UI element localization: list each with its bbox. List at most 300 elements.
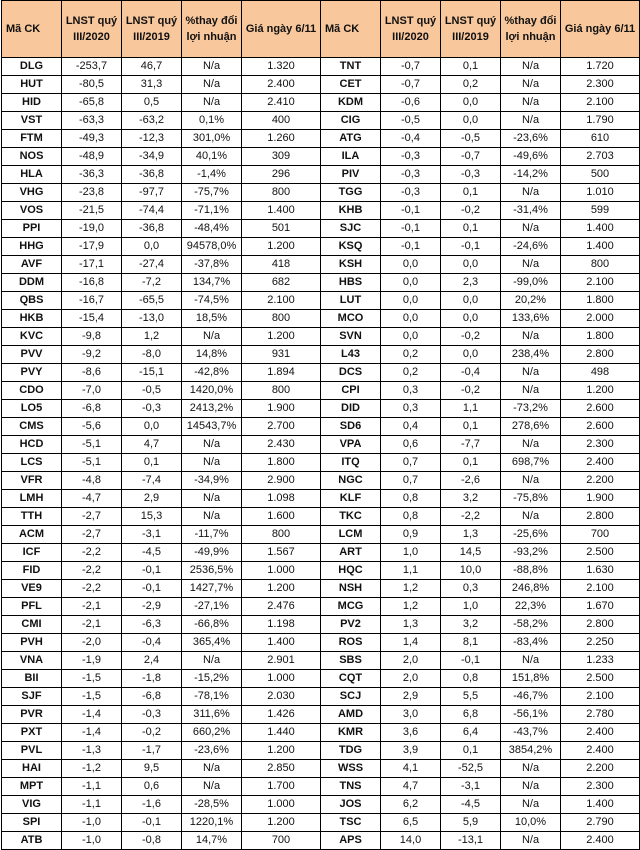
profit-q3-2019-cell: 15,3 xyxy=(122,508,182,526)
ticker-cell: ACM xyxy=(2,526,62,544)
profit-q3-2019-cell: -4,5 xyxy=(441,796,501,814)
profit-q3-2020-cell: -9,8 xyxy=(62,328,122,346)
price-cell: 2.250 xyxy=(561,634,640,652)
profit-q3-2019-cell: 0,0 xyxy=(441,310,501,328)
profit-q3-2019-cell: -0,1 xyxy=(122,562,182,580)
profit-q3-2019-cell: 0,1 xyxy=(441,58,501,76)
profit-q3-2019-cell: -27,4 xyxy=(122,256,182,274)
ticker-cell: PV2 xyxy=(321,616,381,634)
ticker-cell: TTH xyxy=(2,508,62,526)
table-row xyxy=(2,724,640,742)
price-cell: 1.000 xyxy=(242,562,321,580)
price-cell: 800 xyxy=(561,256,640,274)
ticker-cell: HCD xyxy=(2,436,62,454)
profit-q3-2019-cell: 8,1 xyxy=(441,634,501,652)
table-row xyxy=(2,58,640,76)
price-cell: 1.233 xyxy=(561,652,640,670)
table-row xyxy=(2,508,640,526)
price-cell: 418 xyxy=(242,256,321,274)
ticker-cell: KMR xyxy=(321,724,381,742)
ticker-cell: SD6 xyxy=(321,418,381,436)
profit-q3-2019-cell: -36,8 xyxy=(122,220,182,238)
profit-change-cell: 22,3% xyxy=(501,598,561,616)
ticker-cell: CQT xyxy=(321,670,381,688)
price-cell: 2.100 xyxy=(242,292,321,310)
profit-q3-2020-cell: -7,0 xyxy=(62,382,122,400)
ticker-cell: DID xyxy=(321,400,381,418)
table-row xyxy=(2,832,640,850)
profit-q3-2020-cell: 3,0 xyxy=(381,706,441,724)
profit-q3-2019-cell: -0,2 xyxy=(441,202,501,220)
header-ticker: Mã CK xyxy=(321,1,381,58)
profit-change-cell: 151,8% xyxy=(501,670,561,688)
ticker-cell: HID xyxy=(2,94,62,112)
profit-change-cell: -31,4% xyxy=(501,202,561,220)
price-cell: 1.200 xyxy=(242,742,321,760)
profit-q3-2020-cell: 0,8 xyxy=(381,508,441,526)
table-row xyxy=(2,166,640,184)
profit-q3-2020-cell: 0,0 xyxy=(381,310,441,328)
profit-q3-2019-cell: -12,3 xyxy=(122,130,182,148)
table-row xyxy=(2,760,640,778)
profit-q3-2019-cell: -52,5 xyxy=(441,760,501,778)
profit-q3-2020-cell: 1,0 xyxy=(381,544,441,562)
ticker-cell: PFL xyxy=(2,598,62,616)
profit-q3-2020-cell: 1,1 xyxy=(381,562,441,580)
profit-change-cell: -24,6% xyxy=(501,238,561,256)
profit-change-cell: N/a xyxy=(501,760,561,778)
profit-q3-2019-cell: 3,2 xyxy=(441,490,501,508)
profit-q3-2020-cell: -9,2 xyxy=(62,346,122,364)
profit-q3-2020-cell: -17,1 xyxy=(62,256,122,274)
price-cell: 1.630 xyxy=(561,562,640,580)
profit-q3-2019-cell: -0,3 xyxy=(441,166,501,184)
profit-q3-2019-cell: 0,1 xyxy=(122,454,182,472)
profit-q3-2020-cell: -63,3 xyxy=(62,112,122,130)
profit-q3-2020-cell: -2,1 xyxy=(62,598,122,616)
profit-q3-2020-cell: -48,9 xyxy=(62,148,122,166)
ticker-cell: KLF xyxy=(321,490,381,508)
profit-q3-2020-cell: 0,0 xyxy=(381,256,441,274)
header-profit-q3-2019: LNST quý III/2019 xyxy=(441,1,501,58)
profit-change-cell: 2413,2% xyxy=(182,400,242,418)
profit-q3-2019-cell: -74,4 xyxy=(122,202,182,220)
table-row xyxy=(2,616,640,634)
price-cell: 1.900 xyxy=(242,400,321,418)
profit-q3-2020-cell: -80,5 xyxy=(62,76,122,94)
profit-q3-2020-cell: -1,1 xyxy=(62,796,122,814)
profit-q3-2020-cell: -1,4 xyxy=(62,706,122,724)
profit-change-cell: 0,1% xyxy=(182,112,242,130)
profit-q3-2019-cell: -2,6 xyxy=(441,472,501,490)
table-row xyxy=(2,256,640,274)
profit-q3-2019-cell: -1,7 xyxy=(122,742,182,760)
profit-change-cell: -78,1% xyxy=(182,688,242,706)
header-row xyxy=(2,1,640,58)
ticker-cell: CDO xyxy=(2,382,62,400)
profit-q3-2019-cell: 1,2 xyxy=(122,328,182,346)
ticker-cell: SJF xyxy=(2,688,62,706)
profit-change-cell: N/a xyxy=(182,508,242,526)
profit-q3-2020-cell: 0,7 xyxy=(381,454,441,472)
price-cell: 1.700 xyxy=(242,778,321,796)
profit-change-cell: -93,2% xyxy=(501,544,561,562)
profit-q3-2019-cell: -2,2 xyxy=(441,508,501,526)
profit-change-cell: 660,2% xyxy=(182,724,242,742)
price-cell: 1.720 xyxy=(561,58,640,76)
ticker-cell: FTM xyxy=(2,130,62,148)
profit-q3-2020-cell: -17,9 xyxy=(62,238,122,256)
table-row xyxy=(2,598,640,616)
header-ticker: Mã CK xyxy=(2,1,62,58)
header-profit-q3-2020: LNST quý III/2020 xyxy=(62,1,122,58)
price-cell: 2.500 xyxy=(561,544,640,562)
ticker-cell: KVC xyxy=(2,328,62,346)
profit-q3-2020-cell: -2,1 xyxy=(62,616,122,634)
profit-q3-2019-cell: 31,3 xyxy=(122,76,182,94)
ticker-cell: DCS xyxy=(321,364,381,382)
ticker-cell: AMD xyxy=(321,706,381,724)
profit-q3-2020-cell: 3,9 xyxy=(381,742,441,760)
ticker-cell: PVL xyxy=(2,742,62,760)
profit-q3-2020-cell: -0,6 xyxy=(381,94,441,112)
profit-change-cell: 40,1% xyxy=(182,148,242,166)
price-cell: 500 xyxy=(561,166,640,184)
price-cell: 2.400 xyxy=(561,454,640,472)
profit-change-cell: N/a xyxy=(501,76,561,94)
price-cell: 2.100 xyxy=(561,688,640,706)
ticker-cell: HKB xyxy=(2,310,62,328)
table-row xyxy=(2,652,640,670)
price-cell: 1.790 xyxy=(561,112,640,130)
table-row xyxy=(2,112,640,130)
profit-change-cell: N/a xyxy=(182,652,242,670)
price-cell: 800 xyxy=(242,526,321,544)
ticker-cell: SVN xyxy=(321,328,381,346)
profit-q3-2019-cell: -7,4 xyxy=(122,472,182,490)
profit-q3-2019-cell: -0,3 xyxy=(122,706,182,724)
profit-change-cell: -58,2% xyxy=(501,616,561,634)
price-cell: 2.800 xyxy=(561,346,640,364)
price-cell: 1.400 xyxy=(242,634,321,652)
profit-q3-2019-cell: -0,5 xyxy=(441,130,501,148)
profit-q3-2019-cell: 3,2 xyxy=(441,616,501,634)
profit-q3-2020-cell: 1,2 xyxy=(381,598,441,616)
profit-change-cell: -15,2% xyxy=(182,670,242,688)
price-cell: 498 xyxy=(561,364,640,382)
profit-q3-2019-cell: -3,1 xyxy=(441,778,501,796)
profit-q3-2020-cell: 4,1 xyxy=(381,760,441,778)
price-cell: 800 xyxy=(242,382,321,400)
profit-q3-2019-cell: -0,1 xyxy=(441,652,501,670)
profit-change-cell: N/a xyxy=(182,778,242,796)
ticker-cell: LCM xyxy=(321,526,381,544)
table-row xyxy=(2,706,640,724)
price-cell: 2.900 xyxy=(242,472,321,490)
price-cell: 2.780 xyxy=(561,706,640,724)
profit-change-cell: -34,9% xyxy=(182,472,242,490)
table-row xyxy=(2,292,640,310)
ticker-cell: QBS xyxy=(2,292,62,310)
ticker-cell: KSQ xyxy=(321,238,381,256)
ticker-cell: ITQ xyxy=(321,454,381,472)
ticker-cell: TNS xyxy=(321,778,381,796)
profit-change-cell: -71,1% xyxy=(182,202,242,220)
ticker-cell: NSH xyxy=(321,580,381,598)
table-row xyxy=(2,472,640,490)
ticker-cell: PXT xyxy=(2,724,62,742)
price-cell: 1.010 xyxy=(561,184,640,202)
profit-q3-2020-cell: -4,8 xyxy=(62,472,122,490)
profit-q3-2020-cell: 0,2 xyxy=(381,364,441,382)
ticker-cell: PPI xyxy=(2,220,62,238)
table-row xyxy=(2,310,640,328)
ticker-cell: CMS xyxy=(2,418,62,436)
ticker-cell: ATB xyxy=(2,832,62,850)
price-cell: 2.400 xyxy=(242,76,321,94)
price-cell: 1.260 xyxy=(242,130,321,148)
ticker-cell: VST xyxy=(2,112,62,130)
table-row xyxy=(2,418,640,436)
price-cell: 1.800 xyxy=(242,454,321,472)
ticker-cell: ART xyxy=(321,544,381,562)
profit-change-cell: -66,8% xyxy=(182,616,242,634)
price-cell: 2.300 xyxy=(561,76,640,94)
ticker-cell: VIG xyxy=(2,796,62,814)
profit-change-cell: 134,7% xyxy=(182,274,242,292)
profit-q3-2020-cell: -0,3 xyxy=(381,184,441,202)
ticker-cell: SPI xyxy=(2,814,62,832)
ticker-cell: TNT xyxy=(321,58,381,76)
profit-q3-2019-cell: -15,1 xyxy=(122,364,182,382)
price-cell: 2.901 xyxy=(242,652,321,670)
ticker-cell: NGC xyxy=(321,472,381,490)
profit-q3-2019-cell: -4,5 xyxy=(122,544,182,562)
profit-q3-2020-cell: -2,2 xyxy=(62,562,122,580)
profit-q3-2020-cell: -49,3 xyxy=(62,130,122,148)
price-cell: 1.800 xyxy=(561,292,640,310)
ticker-cell: DDM xyxy=(2,274,62,292)
profit-change-cell: -49,6% xyxy=(501,148,561,166)
ticker-cell: AVF xyxy=(2,256,62,274)
profit-q3-2019-cell: -8,0 xyxy=(122,346,182,364)
ticker-cell: VHG xyxy=(2,184,62,202)
ticker-cell: TKC xyxy=(321,508,381,526)
profit-q3-2019-cell: 2,3 xyxy=(441,274,501,292)
profit-change-cell: 10,0% xyxy=(501,814,561,832)
profit-q3-2020-cell: 6,2 xyxy=(381,796,441,814)
profit-q3-2020-cell: -0,1 xyxy=(381,220,441,238)
profit-change-cell: N/a xyxy=(501,472,561,490)
profit-q3-2020-cell: -0,5 xyxy=(381,112,441,130)
table-row xyxy=(2,544,640,562)
price-cell: 2.400 xyxy=(561,742,640,760)
price-cell: 1.000 xyxy=(242,670,321,688)
ticker-cell: ROS xyxy=(321,634,381,652)
profit-q3-2019-cell: 0,0 xyxy=(441,256,501,274)
profit-q3-2020-cell: -23,8 xyxy=(62,184,122,202)
profit-q3-2020-cell: 0,4 xyxy=(381,418,441,436)
price-cell: 700 xyxy=(561,526,640,544)
ticker-cell: HAI xyxy=(2,760,62,778)
header-profit-change: %thay đổi lợi nhuận xyxy=(501,1,561,58)
profit-q3-2020-cell: 0,3 xyxy=(381,400,441,418)
ticker-cell: LUT xyxy=(321,292,381,310)
price-cell: 1.900 xyxy=(561,490,640,508)
ticker-cell: HQC xyxy=(321,562,381,580)
profit-q3-2019-cell: -63,2 xyxy=(122,112,182,130)
table-row xyxy=(2,436,640,454)
profit-q3-2019-cell: -0,3 xyxy=(122,400,182,418)
ticker-cell: VOS xyxy=(2,202,62,220)
ticker-cell: APS xyxy=(321,832,381,850)
profit-q3-2019-cell: -1,6 xyxy=(122,796,182,814)
ticker-cell: PVY xyxy=(2,364,62,382)
profit-q3-2019-cell: 4,7 xyxy=(122,436,182,454)
profit-q3-2019-cell: -0,4 xyxy=(441,364,501,382)
profit-change-cell: -56,1% xyxy=(501,706,561,724)
price-cell: 2.300 xyxy=(561,778,640,796)
profit-q3-2019-cell: 6,8 xyxy=(441,706,501,724)
ticker-cell: LO5 xyxy=(2,400,62,418)
profit-q3-2020-cell: -4,7 xyxy=(62,490,122,508)
price-cell: 1.800 xyxy=(561,328,640,346)
profit-q3-2019-cell: -7,7 xyxy=(441,436,501,454)
profit-change-cell: N/a xyxy=(501,328,561,346)
ticker-cell: FID xyxy=(2,562,62,580)
price-cell: 2.100 xyxy=(561,94,640,112)
profit-q3-2020-cell: -1,1 xyxy=(62,778,122,796)
profit-q3-2019-cell: -36,8 xyxy=(122,166,182,184)
price-cell: 2.700 xyxy=(242,418,321,436)
price-cell: 682 xyxy=(242,274,321,292)
table-row xyxy=(2,526,640,544)
price-cell: 1.400 xyxy=(561,220,640,238)
profit-q3-2019-cell: 0,0 xyxy=(441,292,501,310)
profit-q3-2020-cell: 2,0 xyxy=(381,652,441,670)
profit-q3-2020-cell: -19,0 xyxy=(62,220,122,238)
price-cell: 2.200 xyxy=(561,472,640,490)
price-cell: 2.476 xyxy=(242,598,321,616)
profit-q3-2020-cell: 0,6 xyxy=(381,436,441,454)
ticker-cell: VFR xyxy=(2,472,62,490)
price-cell: 800 xyxy=(242,184,321,202)
profit-change-cell: -23,6% xyxy=(182,742,242,760)
profit-change-cell: -83,4% xyxy=(501,634,561,652)
profit-q3-2019-cell: -6,3 xyxy=(122,616,182,634)
profit-q3-2020-cell: -2,2 xyxy=(62,544,122,562)
profit-change-cell: N/a xyxy=(501,364,561,382)
profit-q3-2019-cell: 0,0 xyxy=(441,112,501,130)
profit-change-cell: 301,0% xyxy=(182,130,242,148)
profit-change-cell: N/a xyxy=(182,328,242,346)
ticker-cell: TDG xyxy=(321,742,381,760)
profit-q3-2020-cell: 1,2 xyxy=(381,580,441,598)
profit-change-cell: 246,8% xyxy=(501,580,561,598)
profit-change-cell: N/a xyxy=(501,184,561,202)
profit-change-cell: -75,8% xyxy=(501,490,561,508)
profit-change-cell: 311,6% xyxy=(182,706,242,724)
table-row xyxy=(2,346,640,364)
price-cell: 2.300 xyxy=(561,436,640,454)
profit-change-cell: -28,5% xyxy=(182,796,242,814)
table-row xyxy=(2,328,640,346)
profit-change-cell: N/a xyxy=(501,652,561,670)
profit-q3-2019-cell: 6,4 xyxy=(441,724,501,742)
profit-q3-2020-cell: -1,9 xyxy=(62,652,122,670)
table-row xyxy=(2,94,640,112)
profit-q3-2020-cell: -2,7 xyxy=(62,508,122,526)
profit-q3-2019-cell: -13,0 xyxy=(122,310,182,328)
profit-q3-2020-cell: -36,3 xyxy=(62,166,122,184)
profit-change-cell: -46,7% xyxy=(501,688,561,706)
price-cell: 1.670 xyxy=(561,598,640,616)
profit-q3-2020-cell: -0,7 xyxy=(381,76,441,94)
ticker-cell: SCJ xyxy=(321,688,381,706)
profit-change-cell: 14,7% xyxy=(182,832,242,850)
ticker-cell: HUT xyxy=(2,76,62,94)
profit-change-cell: -49,9% xyxy=(182,544,242,562)
profit-change-cell: 14543,7% xyxy=(182,418,242,436)
ticker-cell: HBS xyxy=(321,274,381,292)
ticker-cell: WSS xyxy=(321,760,381,778)
stock-profit-table xyxy=(1,0,640,850)
header-price: Giá ngày 6/11 xyxy=(242,1,321,58)
table-row xyxy=(2,148,640,166)
profit-q3-2019-cell: -0,1 xyxy=(122,580,182,598)
price-cell: 2.400 xyxy=(561,724,640,742)
table-row xyxy=(2,742,640,760)
profit-change-cell: 698,7% xyxy=(501,454,561,472)
table-row xyxy=(2,688,640,706)
ticker-cell: ATG xyxy=(321,130,381,148)
profit-q3-2020-cell: -15,4 xyxy=(62,310,122,328)
ticker-cell: HHG xyxy=(2,238,62,256)
ticker-cell: JOS xyxy=(321,796,381,814)
profit-q3-2019-cell: -1,8 xyxy=(122,670,182,688)
table-row xyxy=(2,220,640,238)
profit-q3-2020-cell: -1,3 xyxy=(62,742,122,760)
ticker-cell: MCG xyxy=(321,598,381,616)
profit-q3-2019-cell: -0,1 xyxy=(122,814,182,832)
price-cell: 1.200 xyxy=(242,814,321,832)
profit-change-cell: -48,4% xyxy=(182,220,242,238)
profit-q3-2020-cell: -1,4 xyxy=(62,724,122,742)
table-row xyxy=(2,778,640,796)
ticker-cell: MPT xyxy=(2,778,62,796)
price-cell: 1.894 xyxy=(242,364,321,382)
profit-change-cell: N/a xyxy=(182,760,242,778)
profit-q3-2020-cell: 4,7 xyxy=(381,778,441,796)
price-cell: 1.200 xyxy=(242,328,321,346)
price-cell: 599 xyxy=(561,202,640,220)
profit-change-cell: -27,1% xyxy=(182,598,242,616)
ticker-cell: VPA xyxy=(321,436,381,454)
price-cell: 1.200 xyxy=(242,580,321,598)
profit-q3-2020-cell: -8,6 xyxy=(62,364,122,382)
profit-q3-2019-cell: 0,0 xyxy=(122,418,182,436)
profit-q3-2020-cell: -1,0 xyxy=(62,832,122,850)
profit-q3-2019-cell: -0,1 xyxy=(441,238,501,256)
ticker-cell: NOS xyxy=(2,148,62,166)
table-body xyxy=(2,58,640,850)
profit-change-cell: N/a xyxy=(501,796,561,814)
profit-change-cell: -99,0% xyxy=(501,274,561,292)
header-profit-q3-2020: LNST quý III/2020 xyxy=(381,1,441,58)
profit-change-cell: N/a xyxy=(501,256,561,274)
profit-change-cell: -23,6% xyxy=(501,130,561,148)
profit-change-cell: N/a xyxy=(501,436,561,454)
